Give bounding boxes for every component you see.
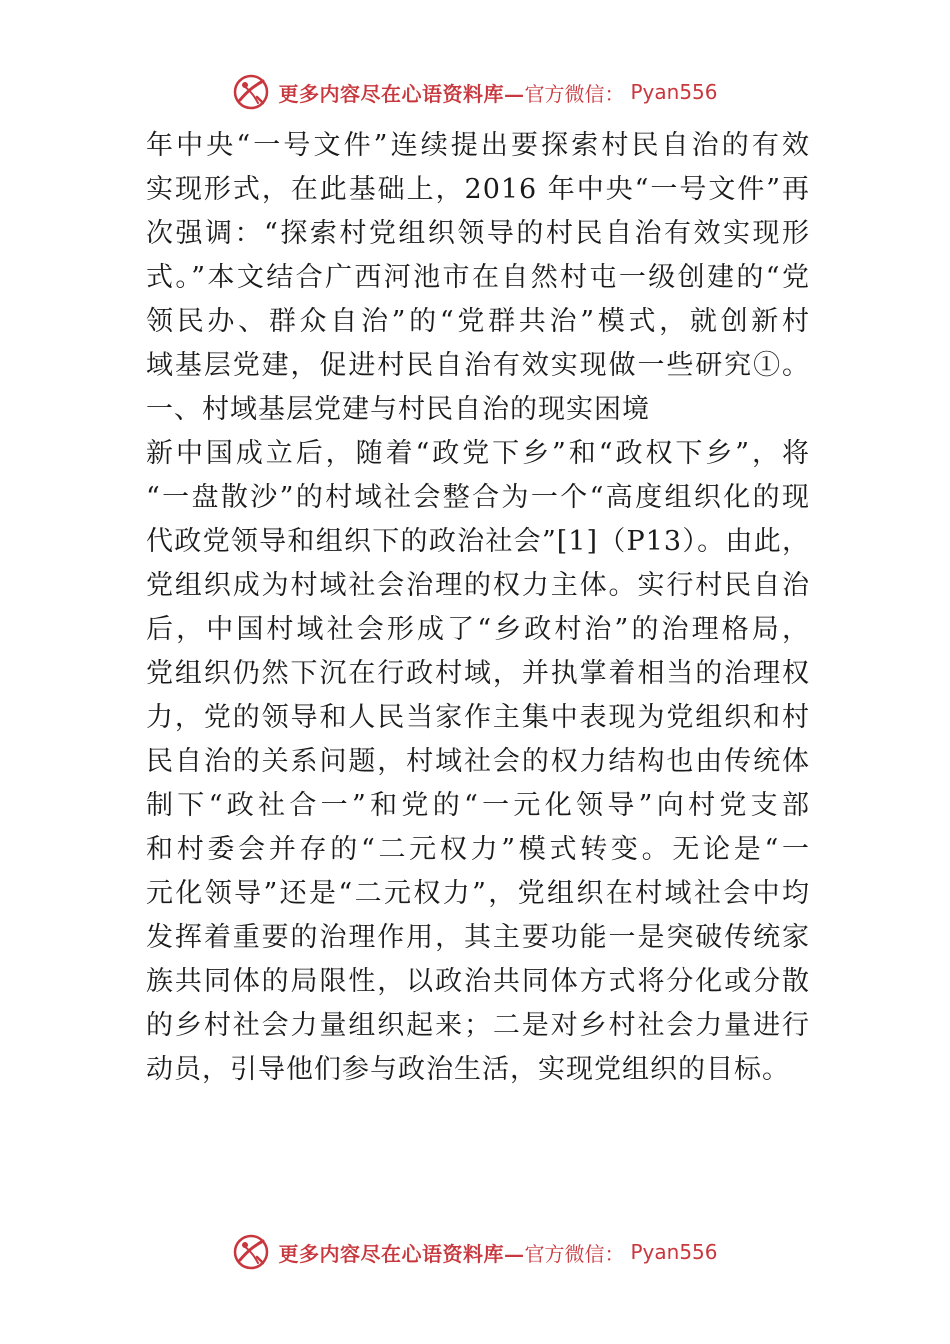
body-line: 力，党的领导和人民当家作主集中表现为党组织和村 <box>146 702 810 733</box>
body-line: 和村委会并存的“二元权力”模式转变。无论是“一 <box>146 834 810 865</box>
wechat-id: Pyan556 <box>630 80 718 104</box>
body-line: 次强调：“探索村党组织领导的村民自治有效实现形 <box>146 218 810 249</box>
body-line: “一盘散沙”的村域社会整合为一个“高度组织化的现 <box>146 482 810 513</box>
section-heading: 一、村域基层党建与村民自治的现实困境 <box>146 394 650 425</box>
body-line: 民自治的关系问题，村域社会的权力结构也由传统体 <box>146 746 810 777</box>
wechat-label: 官方微信： <box>524 81 625 106</box>
body-line: 新中国成立后，随着“政党下乡”和“政权下乡”，将 <box>146 438 810 469</box>
logo-icon <box>232 1233 270 1271</box>
body-line: 实现形式，在此基础上，2016 年中央“一号文件”再 <box>146 174 810 205</box>
body-line: 年中央“一号文件”连续提出要探索村民自治的有效 <box>146 130 810 161</box>
body-line: 领民办、群众自治”的“党群共治”模式，就创新村 <box>146 306 810 337</box>
body-line: 的乡村社会力量组织起来；二是对乡村社会力量进行 <box>146 1010 810 1041</box>
body-line: 式。”本文结合广西河池市在自然村屯一级创建的“党 <box>146 262 810 293</box>
body-line: 代政党领导和组织下的政治社会”[1]（P13）。由此， <box>146 526 810 557</box>
banner-text: 更多内容尽在心语资料库— <box>278 1241 525 1266</box>
body-line: 动员，引导他们参与政治生活，实现党组织的目标。 <box>146 1054 790 1085</box>
footer-banner <box>0 1230 950 1274</box>
banner-text: 更多内容尽在心语资料库— <box>278 81 525 106</box>
body-line: 党组织仍然下沉在行政村域，并执掌着相当的治理权 <box>146 658 810 689</box>
body-line: 制下“政社合一”和党的“一元化领导”向村党支部 <box>146 790 810 821</box>
body-line: 发挥着重要的治理作用，其主要功能一是突破传统家 <box>146 922 810 953</box>
body-line: 元化领导”还是“二元权力”，党组织在村域社会中均 <box>146 878 810 909</box>
body-line: 域基层党建，促进村民自治有效实现做一些研究①。 <box>146 350 810 381</box>
document-body <box>146 124 810 1092</box>
body-line: 族共同体的局限性，以政治共同体方式将分化或分散 <box>146 966 810 997</box>
header-banner <box>0 70 950 114</box>
wechat-id: Pyan556 <box>630 1240 718 1264</box>
body-line: 党组织成为村域社会治理的权力主体。实行村民自治 <box>146 570 810 601</box>
body-line: 后，中国村域社会形成了“乡政村治”的治理格局， <box>146 614 810 645</box>
logo-icon <box>232 73 270 111</box>
wechat-label: 官方微信： <box>524 1241 625 1266</box>
